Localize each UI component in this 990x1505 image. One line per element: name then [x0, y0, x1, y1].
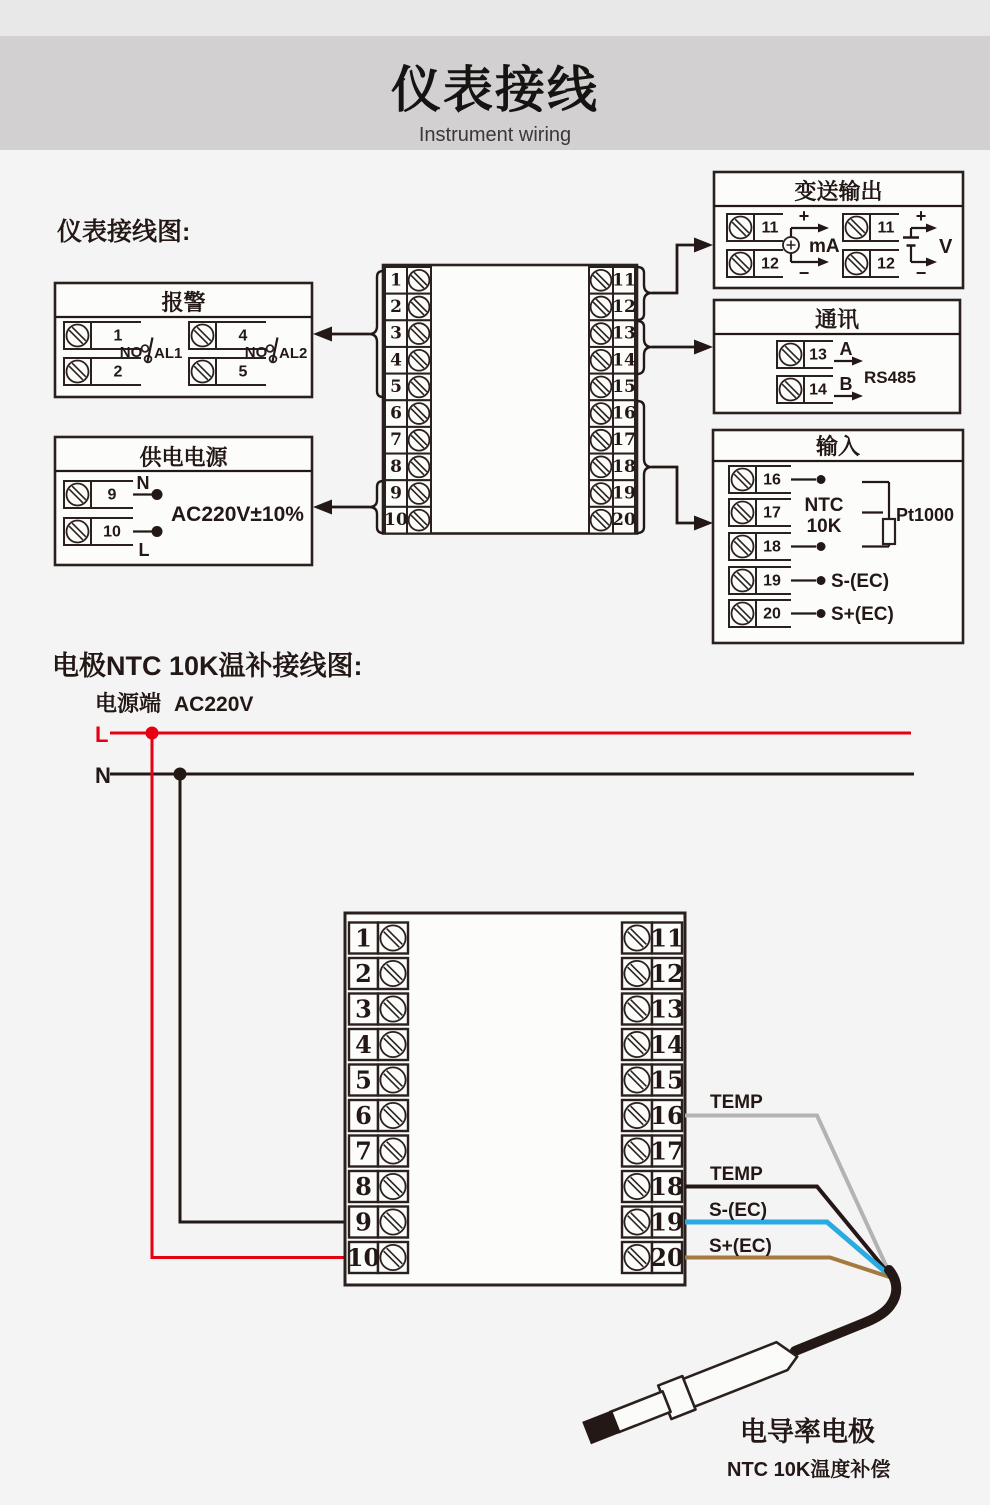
terminal-number: 14 — [809, 381, 827, 399]
main-terminal-10 — [384, 507, 431, 534]
terminal-number: 1 — [390, 270, 402, 291]
terminal-number: 13 — [612, 323, 636, 344]
bottom-terminal-5 — [349, 1065, 408, 1096]
terminal-number: 18 — [612, 456, 636, 477]
power-title: 供电电源 — [139, 445, 228, 470]
terminal-number: 4 — [390, 350, 402, 371]
terminal-number: 2 — [390, 296, 402, 317]
main-terminal-13 — [589, 320, 636, 347]
bottom-terminal-11 — [622, 923, 684, 954]
main-terminal-18 — [589, 454, 636, 481]
terminal-number: 9 — [107, 486, 117, 504]
comm-title: 通讯 — [814, 307, 860, 332]
wire-end-l — [152, 526, 163, 537]
rs485-a-label: A — [839, 339, 853, 359]
electrode-cable — [795, 1270, 896, 1351]
main-terminal-4 — [385, 347, 431, 374]
output-box — [714, 172, 963, 288]
terminal-number: 10 — [346, 1243, 381, 1272]
terminal-number: 16 — [612, 403, 636, 424]
main-terminal-15 — [589, 374, 636, 401]
terminal-number: 19 — [612, 483, 636, 504]
terminal-number: 12 — [650, 959, 684, 988]
electrode-name: 电导率电极 — [740, 1417, 875, 1447]
bottom-terminal-14 — [622, 1029, 684, 1060]
arrow-to-input — [694, 516, 713, 531]
neutral-label: N — [136, 473, 150, 493]
supply-voltage-label: AC220V — [174, 693, 254, 716]
ec-plus-wire — [685, 1258, 891, 1278]
comm-box — [714, 300, 960, 413]
main-terminal-9 — [385, 480, 431, 507]
terminal-number: 12 — [877, 255, 895, 273]
terminal-number: 2 — [355, 959, 372, 988]
bottom-terminal-block — [345, 913, 685, 1285]
brace-13-14 — [637, 321, 652, 374]
terminal-number: 10 — [103, 523, 121, 541]
bottom-terminal-16 — [622, 1100, 684, 1131]
terminal-number: 5 — [355, 1065, 372, 1095]
bottom-terminal-6 — [349, 1100, 408, 1131]
pt1000-label: Pt1000 — [896, 505, 955, 525]
terminal-number: 9 — [390, 483, 402, 504]
terminal-number: 11 — [612, 270, 636, 291]
terminal-number: 19 — [650, 1207, 684, 1237]
terminal-number: 17 — [650, 1136, 684, 1166]
bottom-terminal-12 — [622, 958, 684, 989]
bottom-terminal-8 — [349, 1171, 408, 1202]
terminal-number: 1 — [355, 923, 372, 953]
main-terminal-17 — [589, 427, 636, 454]
terminal-number: 9 — [355, 1207, 372, 1237]
ma-unit: mA — [809, 236, 840, 257]
main-terminal-19 — [589, 480, 636, 507]
terminal-number: 4 — [355, 1030, 372, 1059]
no-label-1: NO — [119, 344, 143, 361]
live-line-label: L — [95, 722, 109, 747]
main-terminal-12 — [589, 294, 636, 321]
bottom-terminal-20 — [622, 1242, 684, 1273]
main-terminal-11 — [589, 267, 636, 294]
main-terminal-5 — [385, 374, 431, 401]
terminal-number: 11 — [650, 923, 684, 953]
live-label: L — [138, 540, 150, 560]
arrow-to-alarm — [313, 327, 332, 342]
main-terminal-block — [383, 265, 637, 534]
terminal-number: 3 — [390, 323, 402, 344]
main-terminal-20 — [589, 507, 636, 534]
main-terminal-14 — [589, 347, 636, 374]
main-terminal-6 — [385, 400, 431, 427]
terminal-number: 8 — [390, 456, 402, 477]
terminal-number: 6 — [390, 403, 402, 424]
bottom-terminal-4 — [349, 1029, 408, 1060]
main-terminal-3 — [385, 320, 431, 347]
terminal-number: 4 — [238, 327, 248, 345]
terminal-number: 3 — [355, 994, 372, 1024]
alarm-title: 报警 — [161, 290, 206, 315]
ntc-label-1: NTC — [804, 495, 844, 516]
al2-label: AL2 — [279, 345, 308, 362]
bottom-terminal-18 — [622, 1171, 684, 1202]
al1-label: AL1 — [154, 345, 183, 362]
terminal-number: 11 — [877, 219, 895, 237]
terminal-number: 8 — [355, 1172, 372, 1201]
neutral-drop-wire — [180, 774, 350, 1222]
main-terminal-7 — [385, 427, 431, 454]
terminal-number: 19 — [763, 572, 781, 590]
terminal-number: 6 — [355, 1101, 372, 1130]
terminal-number: 17 — [763, 504, 781, 522]
wire-end-n — [152, 489, 163, 500]
arrow-to-power — [313, 500, 332, 515]
supply-terminal-label: 电源端 — [95, 691, 162, 716]
bottom-terminal-17 — [622, 1136, 684, 1167]
bottom-section-label: 电极NTC 10K温补接线图: — [52, 651, 363, 681]
rating-label: AC220V±10% — [171, 503, 304, 526]
output-title: 变送输出 — [794, 179, 883, 204]
bottom-terminal-15 — [622, 1065, 684, 1096]
terminal-number: 7 — [390, 430, 402, 451]
bottom-terminal-1 — [349, 923, 408, 954]
terminal-number: 13 — [650, 994, 684, 1024]
brace-1-5 — [369, 271, 383, 397]
terminal-number: 20 — [650, 1243, 684, 1272]
terminal-number: 12 — [761, 255, 779, 273]
terminal-number: 17 — [612, 430, 636, 451]
terminal-number: 20 — [612, 510, 636, 531]
terminal-number: 2 — [113, 363, 123, 381]
brace-16-20 — [637, 401, 652, 533]
terminal-number: 7 — [355, 1136, 372, 1166]
bottom-terminal-13 — [622, 994, 684, 1025]
terminal-number: 15 — [612, 376, 636, 397]
terminal-number: 5 — [238, 363, 248, 381]
ec-minus-wire-label: S-(EC) — [709, 1200, 768, 1221]
terminal-number: 10 — [384, 510, 408, 531]
input-title: 输入 — [815, 434, 861, 459]
bottom-terminal-7 — [349, 1136, 408, 1167]
bottom-terminal-9 — [349, 1207, 408, 1238]
temp-label-18: TEMP — [710, 1164, 763, 1185]
electrode-note: NTC 10K温度补偿 — [727, 1459, 891, 1481]
main-terminal-16 — [589, 400, 636, 427]
terminal-number: 12 — [612, 296, 636, 317]
bottom-terminal-19 — [622, 1207, 684, 1238]
terminal-number: 16 — [763, 471, 781, 489]
terminal-number: 16 — [650, 1101, 684, 1130]
terminal-number: 18 — [650, 1172, 684, 1201]
input-box — [713, 430, 963, 643]
main-terminal-8 — [385, 454, 431, 481]
ec-plus-label: S+(EC) — [831, 604, 894, 625]
bottom-terminal-2 — [349, 958, 408, 989]
terminal-number: 5 — [390, 376, 402, 397]
rs485-b-label: B — [839, 374, 853, 394]
neutral-line-label: N — [95, 763, 111, 788]
terminal-number: 14 — [612, 350, 636, 371]
bottom-terminal-3 — [349, 994, 408, 1025]
no-label-2: NO — [244, 344, 268, 361]
ma-plus: + — [798, 206, 810, 226]
terminal-number: 13 — [809, 346, 827, 364]
protocol-label: RS485 — [864, 368, 916, 387]
main-terminal-1 — [385, 267, 431, 294]
terminal-number: 18 — [763, 538, 781, 556]
live-drop-wire — [152, 733, 350, 1258]
ntc-label-2: 10K — [806, 516, 842, 537]
top-section-label: 仪表接线图: — [57, 218, 191, 246]
bottom-terminal-10 — [347, 1242, 408, 1273]
terminal-number: 20 — [763, 605, 781, 623]
ec-minus-label: S-(EC) — [831, 571, 890, 592]
main-terminal-2 — [385, 294, 431, 321]
temp-label-16: TEMP — [710, 1092, 763, 1113]
ec-plus-wire-label: S+(EC) — [709, 1236, 772, 1257]
terminal-number: 1 — [113, 327, 123, 345]
terminal-number: 14 — [650, 1030, 684, 1059]
arrow-to-comm — [694, 340, 713, 355]
v-plus: + — [915, 206, 927, 226]
ma-minus: − — [798, 263, 810, 283]
page-title: 仪表接线 — [391, 62, 599, 118]
brace-9-10 — [369, 481, 383, 533]
terminal-number: 15 — [650, 1065, 684, 1095]
brace-11-12 — [637, 267, 652, 320]
v-unit: V — [939, 236, 953, 258]
v-minus: − — [915, 263, 927, 283]
page-subtitle: Instrument wiring — [418, 124, 572, 146]
power-box — [55, 437, 312, 565]
terminal-number: 11 — [761, 219, 779, 237]
arrow-to-output — [694, 238, 713, 253]
alarm-box — [55, 283, 312, 397]
